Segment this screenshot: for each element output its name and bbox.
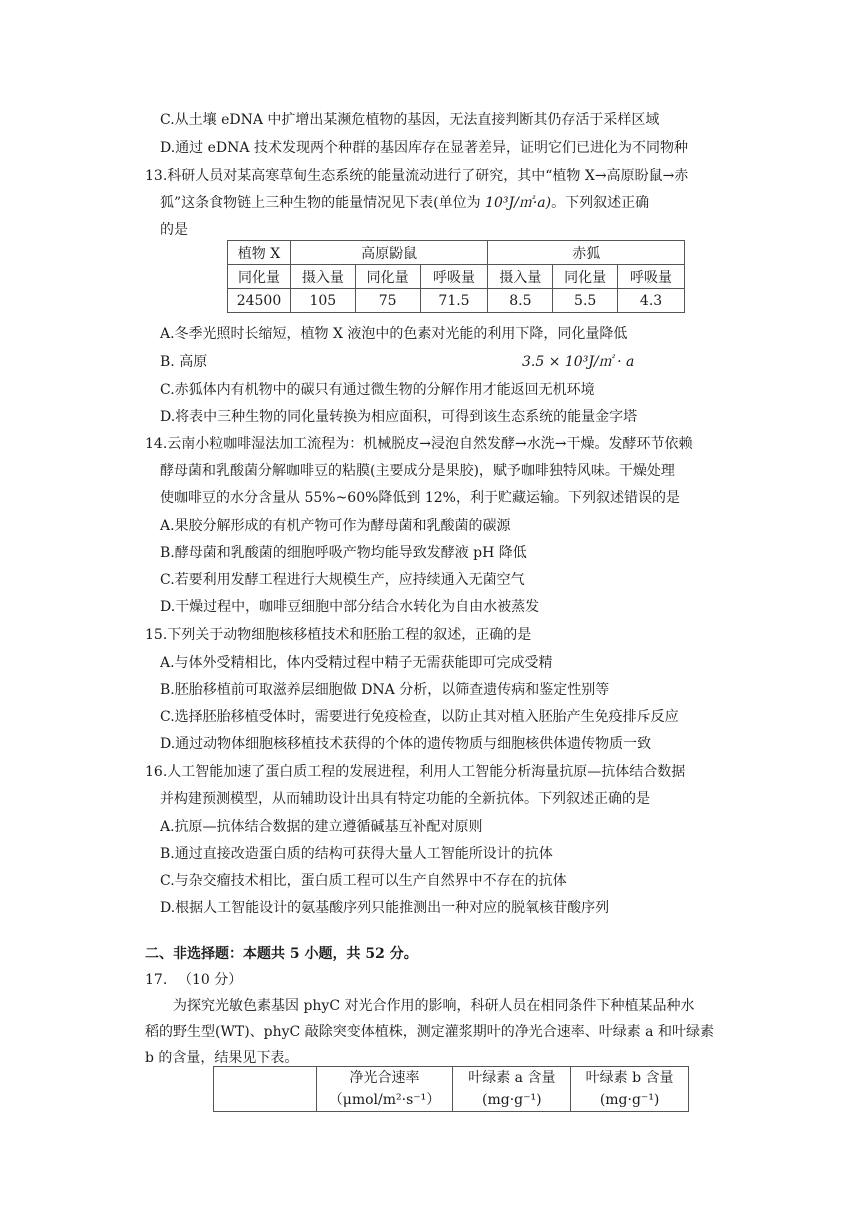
q13-stem-line2a: 狐”这条食物链上三种生物的能量情况见下表(单位为 bbox=[160, 195, 486, 211]
q14-option-c: C.若要利用发酵工程进行大规模生产，应持续通入无菌空气 bbox=[160, 572, 525, 588]
section-title: 二、非选择题：本题共 5 小题，共 52 分。 bbox=[145, 946, 418, 962]
q15-option-b: B.胚胎移植前可取滋养层细胞做 DNA 分析，以筛查遗传病和鉴定性别等 bbox=[160, 682, 610, 698]
q15-option-c: C.选择胚胎移植受体时，需要进行免疫检查，以防止其对植入胚胎产生免疫排斥反应 bbox=[160, 709, 679, 725]
table-header-chlorophyll-b bbox=[571, 1067, 689, 1112]
q16-option-c: C.与杂交瘤技术相比，蛋白质工程可以生产自然界中不存在的抗体 bbox=[160, 873, 567, 889]
table-cell: 5.5 bbox=[553, 289, 618, 313]
q17-para-line1: 为探究光敏色素基因 phyC 对光合作用的影响，科研人员在相同条件下种植某品种水 bbox=[173, 998, 695, 1014]
q16-option-b: B.通过直接改造蛋白质的结构可获得大量人工智能所设计的抗体 bbox=[160, 846, 553, 862]
table-subheader: 摄入量 bbox=[290, 265, 355, 289]
q17-results-table bbox=[213, 1066, 689, 1112]
q13-option-d: D.将表中三种生物的同化量转换为相应面积，可得到该生态系统的能量金字塔 bbox=[160, 409, 638, 425]
q17-number: 17. bbox=[145, 972, 168, 988]
q13-unit: 10³J/㎡·a) bbox=[485, 195, 552, 211]
table-header-plant: 植物 X bbox=[228, 241, 291, 265]
q13-option-c: C.赤狐体内有机物中的碳只有通过微生物的分解作用才能返回无机环境 bbox=[160, 382, 595, 398]
q13-option-b: B. 高原 bbox=[160, 354, 208, 370]
q16-option-a: A.抗原—抗体结合数据的建立遵循碱基互补配对原则 bbox=[160, 819, 483, 835]
q15-stem-line1: 15.下列关于动物细胞核移植技术和胚胎工程的叙述，正确的是 bbox=[145, 627, 532, 643]
q14-stem-line3: 使咖啡豆的水分含量从 55%~60%降低到 12%，利于贮藏运输。下列叙述错误的是 bbox=[160, 490, 680, 506]
q13-stem-line2 bbox=[160, 193, 649, 213]
table-cell: 8.5 bbox=[488, 289, 553, 313]
table-header-net-photosynthesis bbox=[316, 1067, 453, 1112]
q14-option-b: B.酵母菌和乳酸菌的细胞呼吸产物均能导致发酵液 pH 降低 bbox=[160, 545, 527, 561]
q13-stem-line1: 13.科研人员对某高寒草甸生态系统的能量流动进行了研究，其中“植物 X→高原盼鼠→赤 bbox=[145, 168, 689, 184]
header-text: 叶绿素 a 含量 bbox=[468, 1070, 556, 1086]
table-corner-cell bbox=[214, 1067, 317, 1112]
table-subheader: 同化量 bbox=[355, 265, 420, 289]
table-subheader: 摄入量 bbox=[488, 265, 553, 289]
q13-stem-line3: 的是 bbox=[160, 222, 188, 238]
table-cell: 4.3 bbox=[618, 289, 685, 313]
q14-option-d: D.干燥过程中，咖啡豆细胞中部分结合水转化为自由水被蒸发 bbox=[160, 599, 540, 615]
q17-score: （10 分） bbox=[178, 972, 243, 988]
table-cell: 24500 bbox=[228, 289, 291, 313]
q16-option-d: D.根据人工智能设计的氨基酸序列只能推测出一种对应的脱氧核苷酸序列 bbox=[160, 900, 610, 916]
q13-stem-line2b: 。下列叙述正确 bbox=[551, 195, 650, 211]
header-text: 叶绿素 b 含量 bbox=[585, 1070, 674, 1086]
q12-option-c: C.从土壤 eDNA 中扩增出某濒危植物的基因，无法直接判断其仍存活于采样区域 bbox=[160, 112, 660, 128]
table-header-chlorophyll-a bbox=[453, 1067, 571, 1112]
q16-stem-line1: 16.人工智能加速了蛋白质工程的发展进程，利用人工智能分析海量抗原—抗体结合数据 bbox=[145, 764, 686, 780]
q13-energy-table bbox=[227, 240, 685, 313]
q15-option-d: D.通过动物体细胞核移植技术获得的个体的遗传物质与细胞核供体遗传物质一致 bbox=[160, 736, 652, 752]
table-subheader: 呼吸量 bbox=[420, 265, 488, 289]
header-unit: （μmol/m²·s⁻¹） bbox=[328, 1092, 441, 1108]
q13-option-b-formula: 3.5 × 10³J/㎡ · a bbox=[522, 354, 635, 370]
table-subheader: 同化量 bbox=[228, 265, 291, 289]
header-text: 净光合速率 bbox=[349, 1070, 420, 1086]
q17-para-line3: b 的含量，结果见下表。 bbox=[145, 1050, 299, 1066]
table-subheader: 呼吸量 bbox=[618, 265, 685, 289]
table-subheader: 同化量 bbox=[553, 265, 618, 289]
header-unit: (mg·g⁻¹) bbox=[599, 1092, 660, 1108]
q14-option-a: A.果胶分解形成的有机产物可作为酵母菌和乳酸菌的碳源 bbox=[160, 518, 511, 534]
table-cell: 105 bbox=[290, 289, 355, 313]
table-header-fox: 赤狐 bbox=[488, 241, 685, 265]
table-cell: 71.5 bbox=[420, 289, 488, 313]
table-header-mouse: 高原鼢鼠 bbox=[290, 241, 488, 265]
q14-stem-line1: 14.云南小粒咖啡湿法加工流程为：机械脱皮→浸泡自然发酵→水洗→干燥。发酵环节依赖 bbox=[145, 436, 693, 452]
q16-stem-line2: 并构建预测模型，从而辅助设计出具有特定功能的全新抗体。下列叙述正确的是 bbox=[160, 791, 650, 807]
q15-option-a: A.与体外受精相比，体内受精过程中精子无需获能即可完成受精 bbox=[160, 655, 553, 671]
q14-stem-line2: 酵母菌和乳酸菌分解咖啡豆的粘膜(主要成分是果胶)，赋予咖啡独特风味。干燥处理 bbox=[160, 463, 675, 479]
header-unit: (mg·g⁻¹) bbox=[482, 1092, 542, 1108]
table-cell: 75 bbox=[355, 289, 420, 313]
q17-para-line2: 稻的野生型(WT)、phyC 敲除突变体植株，测定灌浆期叶的净光合速率、叶绿素 a 和叶绿素 bbox=[145, 1024, 714, 1040]
q13-option-a: A.冬季光照时长缩短，植物 X 液泡中的色素对光能的利用下降，同化量降低 bbox=[160, 326, 628, 342]
q12-option-d: D.通过 eDNA 技术发现两个种群的基因库存在显著差异，证明它们已进化为不同物种 bbox=[160, 140, 688, 156]
